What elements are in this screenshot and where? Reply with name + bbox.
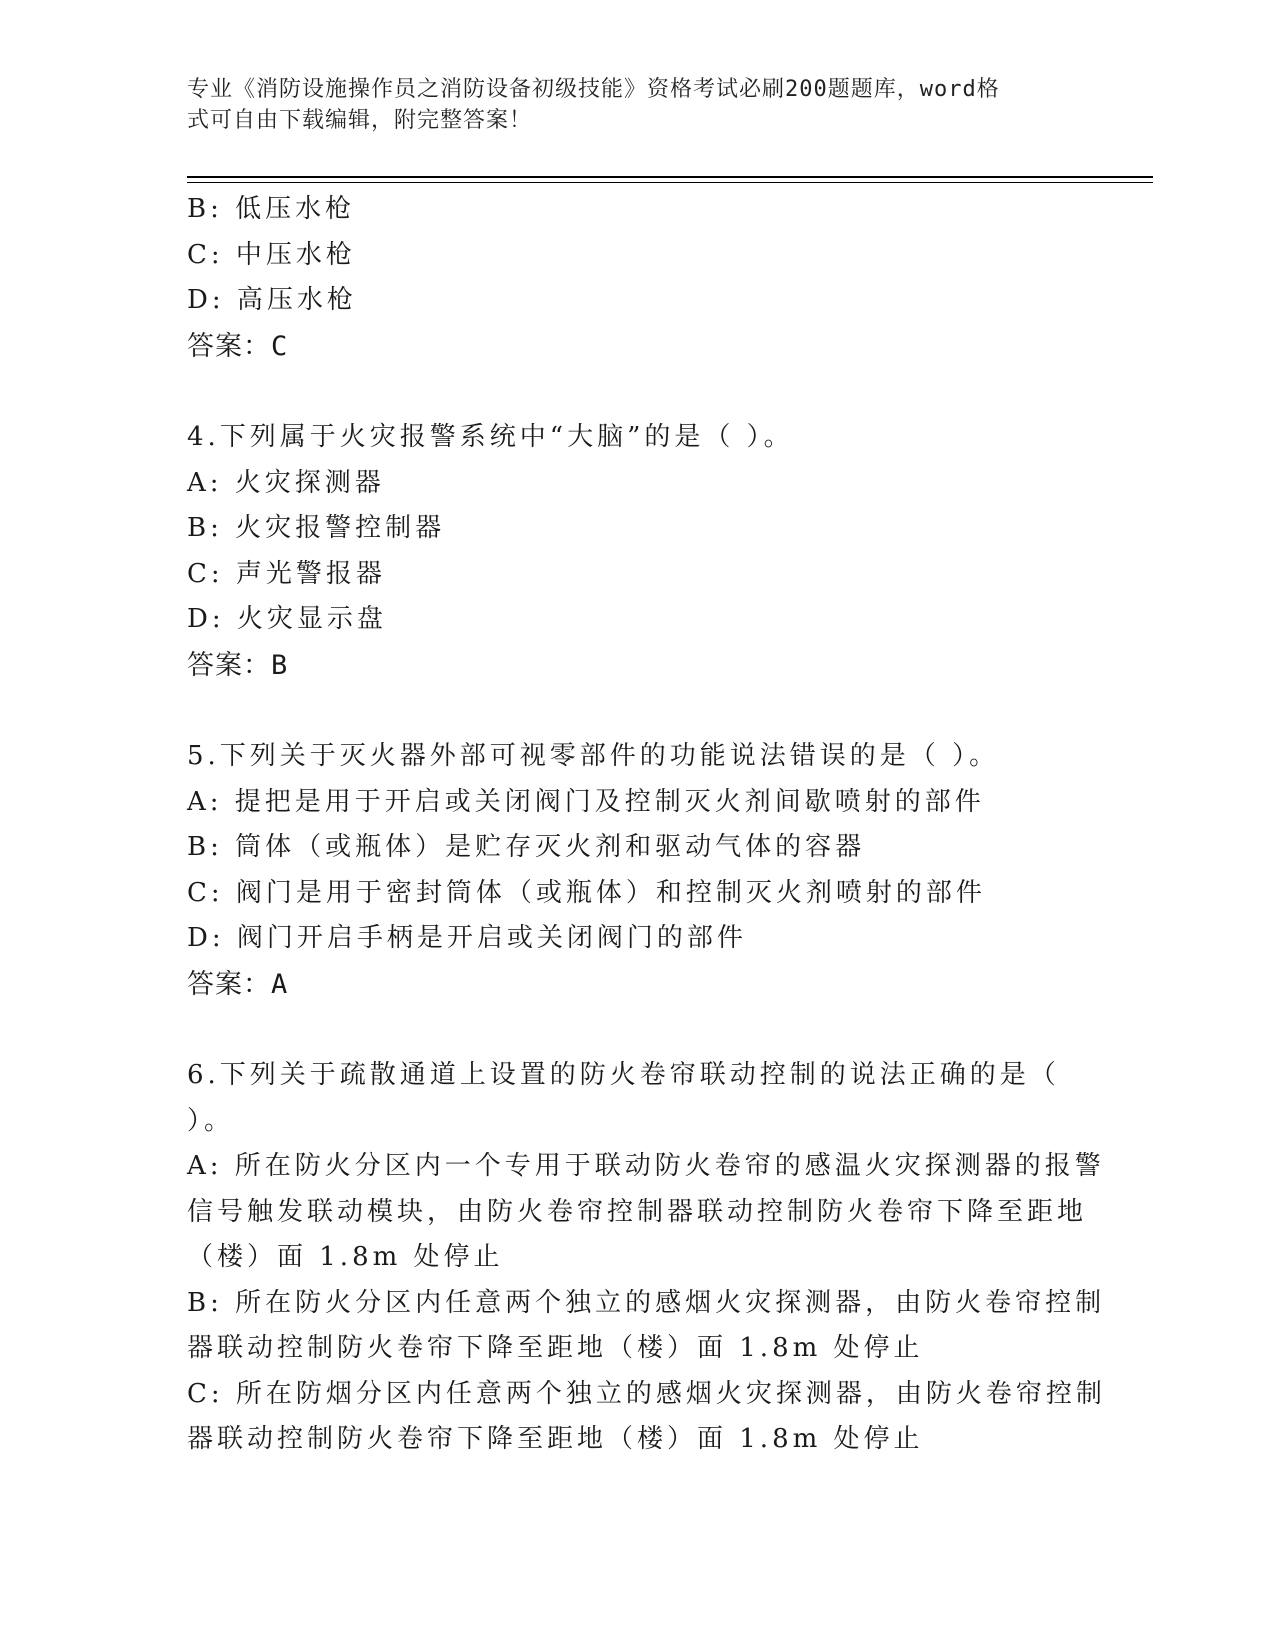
- q5-stem: 5.下列关于灭火器外部可视零部件的功能说法错误的是（ ）。: [187, 741, 1000, 771]
- q5-option-c: C: 阀门是用于密封筒体（或瓶体）和控制灭火剂喷射的部件: [187, 877, 986, 908]
- question-6: [187, 1053, 1106, 1463]
- q4-option-a: A: 火灾探测器: [187, 467, 385, 498]
- header-line-2: 式可自由下载编辑，附完整答案！: [187, 108, 533, 133]
- q6-option-c-line-1: C: 所在防烟分区内任意两个独立的感烟火灾探测器，由防火卷帘控制: [187, 1378, 1106, 1409]
- q5-option-d: D: 阀门开启手柄是开启或关闭阀门的部件: [187, 923, 747, 953]
- q3-answer: 答案：C: [187, 330, 289, 362]
- spacer: [187, 369, 1087, 415]
- q3-option-c: C: 中压水枪: [187, 239, 356, 270]
- q4-option-d: D: 火灾显示盘: [187, 604, 387, 634]
- q6-option-a-line-2: 信号触发联动模块，由防火卷帘控制器联动控制防火卷帘下降至距地: [187, 1196, 1088, 1227]
- spacer: [187, 688, 1087, 734]
- q6-stem-line-1: 6.下列关于疏散通道上设置的防火卷帘联动控制的说法正确的是（: [187, 1060, 1060, 1090]
- q3-option-b: B: 低压水枪: [187, 194, 356, 224]
- question-4: [187, 415, 1087, 688]
- q6-option-b-line-1: B: 所在防火分区内任意两个独立的感烟火灾探测器，由防火卷帘控制: [187, 1287, 1106, 1318]
- q5-option-b: B: 筒体（或瓶体）是贮存灭火剂和驱动气体的容器: [187, 832, 866, 862]
- q4-answer: 答案：B: [187, 649, 289, 681]
- q6-option-b-line-2: 器联动控制防火卷帘下降至距地（楼）面 1.8m 处停止: [187, 1333, 924, 1363]
- question-5: [187, 734, 1087, 1007]
- question-3: [187, 187, 1087, 369]
- q4-option-b: B: 火灾报警控制器: [187, 513, 446, 543]
- q4-stem: 4.下列属于火灾报警系统中“大脑”的是（ ）。: [187, 422, 794, 452]
- spacer: [187, 1007, 1087, 1053]
- q5-option-a: A: 提把是用于开启或关闭阀门及控制灭火剂间歇喷射的部件: [187, 786, 985, 817]
- q4-option-c: C: 声光警报器: [187, 558, 386, 589]
- q5-answer: 答案：A: [187, 968, 289, 1000]
- q3-option-d: D: 高压水枪: [187, 285, 357, 315]
- q6-option-a-line-3: （楼）面 1.8m 处停止: [187, 1242, 504, 1272]
- document-header: [187, 74, 1067, 136]
- header-divider-thin: [187, 182, 1153, 183]
- header-line-1: 专业《消防设施操作员之消防设备初级技能》资格考试必刷200题题库，word格: [187, 77, 1000, 102]
- q6-option-a-line-1: A: 所在防火分区内一个专用于联动防火卷帘的感温火灾探测器的报警: [187, 1151, 1105, 1181]
- q6-option-c-line-2: 器联动控制防火卷帘下降至距地（楼）面 1.8m 处停止: [187, 1424, 924, 1454]
- q6-stem-line-2: ）。: [187, 1105, 235, 1136]
- question-list: [187, 187, 1106, 1463]
- header-divider-thick: [187, 176, 1153, 178]
